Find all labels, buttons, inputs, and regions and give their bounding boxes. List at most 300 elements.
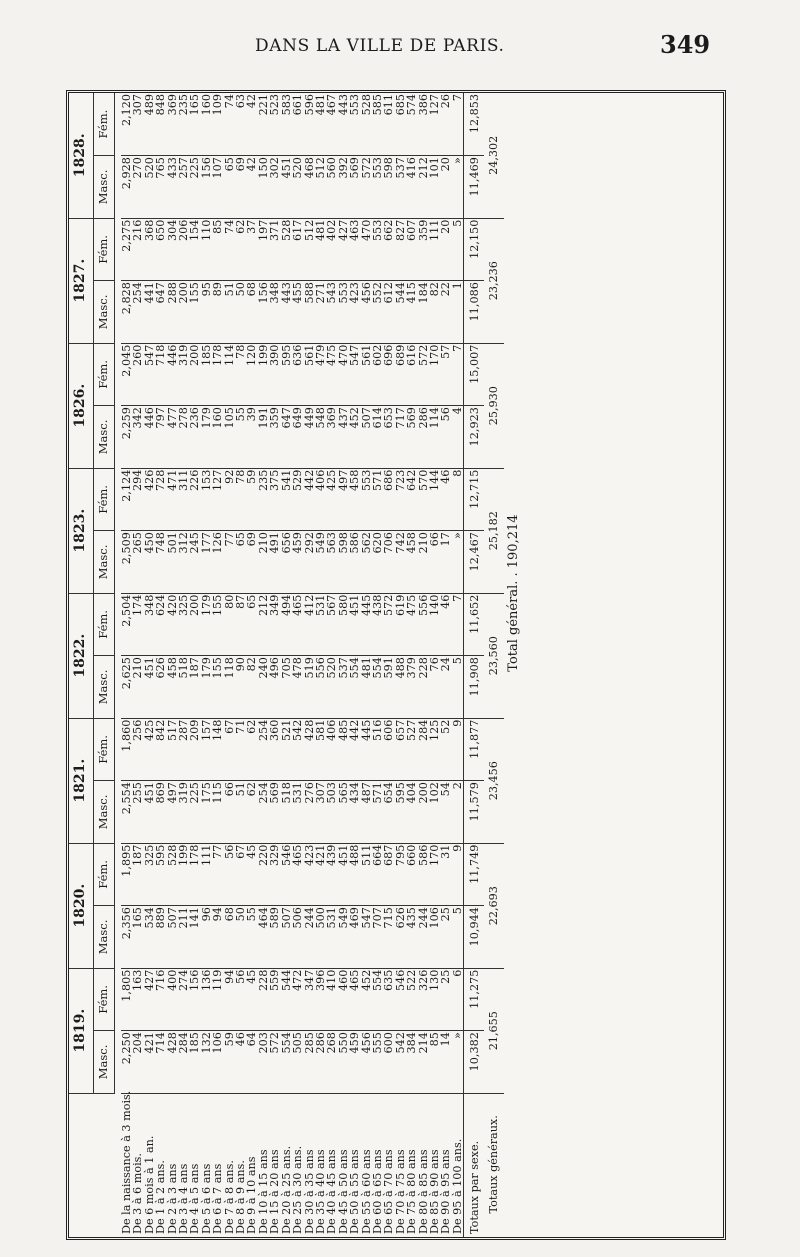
masc-column-header: Masc. bbox=[94, 906, 115, 969]
grand-total-cell: 24,302 bbox=[484, 93, 504, 218]
age-group-label: De 85 à 90 ans bbox=[427, 1149, 441, 1234]
table-cell: 595 bbox=[281, 343, 292, 406]
table-cell: 210 bbox=[258, 531, 269, 594]
table-cell: 481 bbox=[361, 656, 372, 719]
table-cell: 560 bbox=[326, 156, 337, 219]
table-cell: 477 bbox=[167, 406, 178, 469]
table-cell: 185 bbox=[201, 343, 212, 406]
age-group-label: De 35 à 40 ans bbox=[313, 1149, 327, 1234]
table-cell: 481 bbox=[315, 218, 326, 281]
table-cell: 442 bbox=[304, 468, 315, 531]
table-cell: 465 bbox=[349, 968, 360, 1031]
table-cell: 572 bbox=[383, 593, 394, 656]
table-cell: 716 bbox=[155, 968, 166, 1031]
table-cell: 441 bbox=[144, 281, 155, 344]
table-cell: 528 bbox=[167, 843, 178, 906]
table-cell: 435 bbox=[406, 906, 417, 969]
table-cell: 421 bbox=[144, 1031, 155, 1094]
table-cell: 203 bbox=[258, 1031, 269, 1094]
table-cell: 423 bbox=[304, 843, 315, 906]
table-cell: » bbox=[452, 156, 464, 219]
total-cell: 12,467 bbox=[464, 531, 485, 594]
table-cell: 114 bbox=[429, 406, 440, 469]
table-cell: 31 bbox=[440, 843, 451, 906]
table-cell: 425 bbox=[326, 468, 337, 531]
table-cell: 288 bbox=[167, 281, 178, 344]
table-cell: 542 bbox=[292, 718, 303, 781]
grand-total-cell: 23,560 bbox=[484, 593, 504, 718]
table-cell: 569 bbox=[269, 781, 280, 844]
table-cell: 437 bbox=[338, 406, 349, 469]
page-number: 349 bbox=[660, 30, 711, 59]
table-cell: 554 bbox=[372, 968, 383, 1031]
table-cell: 889 bbox=[155, 906, 166, 969]
age-group-label: De 9 à 10 ans bbox=[245, 1156, 259, 1234]
table-cell: 654 bbox=[383, 781, 394, 844]
table-cell: 254 bbox=[258, 781, 269, 844]
table-cell: 1,805 bbox=[121, 968, 132, 1031]
table-cell: 795 bbox=[395, 843, 406, 906]
table-cell: 5 bbox=[452, 656, 464, 719]
age-group-label: De 1 à 2 ans. bbox=[154, 1160, 168, 1234]
table-cell: 96 bbox=[201, 906, 212, 969]
table-cell: 456 bbox=[361, 1031, 372, 1094]
table-cell: 556 bbox=[418, 593, 429, 656]
total-cell: 11,086 bbox=[464, 281, 485, 344]
table-cell: 165 bbox=[132, 906, 143, 969]
fem-column-header: Fém. bbox=[94, 93, 115, 156]
table-cell: 427 bbox=[338, 218, 349, 281]
table-cell: 512 bbox=[304, 218, 315, 281]
age-group-label: De 8 à 9 ans. bbox=[234, 1160, 248, 1234]
table-cell: 307 bbox=[132, 93, 143, 156]
table-cell: 519 bbox=[304, 656, 315, 719]
table-cell: 127 bbox=[429, 93, 440, 156]
table-cell: 8 bbox=[452, 468, 464, 531]
table-cell: 475 bbox=[406, 593, 417, 656]
year-header: 1821. bbox=[69, 718, 94, 843]
table-cell: 452 bbox=[349, 406, 360, 469]
table-cell: 155 bbox=[212, 656, 223, 719]
table-cell: 848 bbox=[155, 93, 166, 156]
age-group-label: De 75 à 80 ans bbox=[405, 1149, 419, 1234]
grand-total-cell: 25,182 bbox=[484, 468, 504, 593]
table-cell: 574 bbox=[406, 93, 417, 156]
table-cell: 420 bbox=[167, 593, 178, 656]
table-cell: 491 bbox=[269, 531, 280, 594]
table-cell: 455 bbox=[292, 281, 303, 344]
table-cell: 660 bbox=[406, 843, 417, 906]
table-cell: 742 bbox=[395, 531, 406, 594]
table-cell: 664 bbox=[372, 843, 383, 906]
table-cell: 459 bbox=[292, 531, 303, 594]
table-cell: 446 bbox=[167, 343, 178, 406]
table-cell: 438 bbox=[372, 593, 383, 656]
table-cell: 653 bbox=[383, 406, 394, 469]
table-cell: 77 bbox=[212, 843, 223, 906]
table-cell: 527 bbox=[406, 718, 417, 781]
table-cell: 126 bbox=[212, 531, 223, 594]
table-cell: 555 bbox=[372, 1031, 383, 1094]
table-cell: 589 bbox=[269, 906, 280, 969]
age-group-label: De la naissance à 3 mois. bbox=[120, 1090, 133, 1234]
total-cell: 12,715 bbox=[464, 468, 485, 531]
table-cell: 406 bbox=[315, 468, 326, 531]
table-cell: 583 bbox=[281, 93, 292, 156]
age-group-label: De 7 à 8 ans. bbox=[222, 1160, 236, 1234]
age-group-label: De 30 à 35 ans bbox=[302, 1149, 316, 1234]
population-table bbox=[69, 93, 524, 1237]
table-cell: 571 bbox=[372, 781, 383, 844]
table-cell: 460 bbox=[338, 968, 349, 1031]
table-cell: 546 bbox=[395, 968, 406, 1031]
table-cell: 1,895 bbox=[121, 843, 132, 906]
table-cell: 468 bbox=[304, 156, 315, 219]
table-cell: 71 bbox=[235, 718, 246, 781]
table-cell: 714 bbox=[155, 1031, 166, 1094]
table-cell: 82 bbox=[429, 281, 440, 344]
table-cell: 546 bbox=[281, 843, 292, 906]
age-group-label: De 65 à 70 ans bbox=[382, 1149, 396, 1234]
table-cell: 617 bbox=[292, 218, 303, 281]
table-cell: 254 bbox=[132, 281, 143, 344]
table-cell: 451 bbox=[281, 156, 292, 219]
table-cell: 600 bbox=[383, 1031, 394, 1094]
table-cell: 244 bbox=[418, 906, 429, 969]
table-cell: 705 bbox=[281, 656, 292, 719]
table-cell: 481 bbox=[315, 93, 326, 156]
table-cell: 657 bbox=[395, 718, 406, 781]
table-cell: 154 bbox=[189, 218, 200, 281]
table-cell: 553 bbox=[361, 468, 372, 531]
table-cell: 197 bbox=[258, 218, 269, 281]
table-cell: 65 bbox=[235, 531, 246, 594]
table-cell: 706 bbox=[383, 531, 394, 594]
age-group-label: De 80 à 85 ans bbox=[416, 1149, 430, 1234]
fem-column-header: Fém. bbox=[94, 218, 115, 281]
table-cell: 547 bbox=[144, 343, 155, 406]
table-cell: 326 bbox=[418, 968, 429, 1031]
table-cell: 2,250 bbox=[121, 1031, 132, 1094]
table-cell: 179 bbox=[201, 656, 212, 719]
table-cell: 479 bbox=[315, 343, 326, 406]
totals-label: Totaux par sexe. bbox=[464, 1093, 485, 1237]
table-cell: 211 bbox=[178, 906, 189, 969]
total-cell: 12,150 bbox=[464, 218, 485, 281]
masc-column-header: Masc. bbox=[94, 156, 115, 219]
table-cell: 325 bbox=[144, 843, 155, 906]
table-cell: 553 bbox=[349, 93, 360, 156]
table-cell: 287 bbox=[178, 718, 189, 781]
table-cell: 7 bbox=[452, 593, 464, 656]
table-cell: 292 bbox=[304, 531, 315, 594]
fem-column-header: Fém. bbox=[94, 718, 115, 781]
table-cell: 565 bbox=[338, 781, 349, 844]
table-cell: 107 bbox=[212, 156, 223, 219]
table-cell: 94 bbox=[224, 968, 235, 1031]
table-row bbox=[440, 93, 451, 1237]
table-cell: 611 bbox=[383, 93, 394, 156]
age-group-label: De 45 à 50 ans bbox=[336, 1149, 350, 1234]
table-cell: 160 bbox=[212, 406, 223, 469]
table-cell: 212 bbox=[418, 156, 429, 219]
table-cell: 209 bbox=[189, 718, 200, 781]
table-cell: 534 bbox=[144, 906, 155, 969]
age-group-label: De 60 à 65 ans bbox=[370, 1149, 384, 1234]
table-cell: 542 bbox=[395, 1031, 406, 1094]
table-cell: 256 bbox=[132, 718, 143, 781]
table-cell: 400 bbox=[167, 968, 178, 1031]
table-cell: 511 bbox=[361, 843, 372, 906]
table-cell: 562 bbox=[361, 531, 372, 594]
totals-row bbox=[464, 93, 485, 1237]
total-cell: 10,382 bbox=[464, 1031, 485, 1094]
table-cell: 588 bbox=[304, 281, 315, 344]
table-cell: 531 bbox=[315, 593, 326, 656]
table-cell: 661 bbox=[292, 93, 303, 156]
table-cell: 311 bbox=[178, 468, 189, 531]
table-cell: 528 bbox=[281, 218, 292, 281]
table-cell: 63 bbox=[235, 93, 246, 156]
table-cell: 412 bbox=[304, 593, 315, 656]
table-cell: 458 bbox=[349, 468, 360, 531]
table-cell: 559 bbox=[269, 968, 280, 1031]
table-cell: 349 bbox=[269, 593, 280, 656]
total-cell: 12,853 bbox=[464, 93, 485, 156]
table-cell: 425 bbox=[144, 718, 155, 781]
table-cell: 235 bbox=[178, 93, 189, 156]
masc-column-header: Masc. bbox=[94, 656, 115, 719]
table-cell: 465 bbox=[292, 593, 303, 656]
table-cell: 274 bbox=[178, 968, 189, 1031]
table-cell: 66 bbox=[429, 531, 440, 594]
table-cell: 150 bbox=[258, 156, 269, 219]
fem-column-header: Fém. bbox=[94, 968, 115, 1031]
table-cell: 7 bbox=[452, 343, 464, 406]
table-cell: 66 bbox=[224, 781, 235, 844]
table-cell: » bbox=[452, 531, 464, 594]
table-cell: 200 bbox=[189, 343, 200, 406]
table-cell: 572 bbox=[269, 1031, 280, 1094]
table-cell: 156 bbox=[258, 281, 269, 344]
table-cell: 228 bbox=[418, 656, 429, 719]
table-cell: 571 bbox=[372, 468, 383, 531]
table-cell: 541 bbox=[281, 468, 292, 531]
table-cell: 556 bbox=[315, 656, 326, 719]
table-cell: 144 bbox=[429, 468, 440, 531]
table-cell: 520 bbox=[292, 156, 303, 219]
table-cell: 17 bbox=[440, 531, 451, 594]
total-cell: 11,579 bbox=[464, 781, 485, 844]
table-cell: 2,625 bbox=[121, 656, 132, 719]
table-cell: 51 bbox=[235, 781, 246, 844]
table-cell: 650 bbox=[155, 218, 166, 281]
year-header: 1823. bbox=[69, 468, 94, 593]
table-cell: 596 bbox=[304, 93, 315, 156]
table-cell: 501 bbox=[167, 531, 178, 594]
table-cell: 111 bbox=[429, 218, 440, 281]
table-cell: 178 bbox=[189, 843, 200, 906]
table-cell: 624 bbox=[155, 593, 166, 656]
table-cell: 585 bbox=[372, 93, 383, 156]
table-cell: 69 bbox=[246, 531, 257, 594]
table-rotated-wrapper bbox=[66, 90, 726, 1240]
table-cell: 156 bbox=[201, 156, 212, 219]
table-cell: 45 bbox=[246, 843, 257, 906]
table-cell: 537 bbox=[395, 156, 406, 219]
table-cell: 270 bbox=[132, 156, 143, 219]
table-cell: 80 bbox=[224, 593, 235, 656]
table-cell: 177 bbox=[201, 531, 212, 594]
table-cell: 421 bbox=[315, 843, 326, 906]
table-cell: 46 bbox=[440, 593, 451, 656]
table-cell: 64 bbox=[246, 1031, 257, 1094]
table-cell: 475 bbox=[326, 343, 337, 406]
table-cell: 204 bbox=[132, 1031, 143, 1094]
table-cell: 426 bbox=[144, 468, 155, 531]
table-cell: 20 bbox=[440, 218, 451, 281]
masc-column-header: Masc. bbox=[94, 1031, 115, 1094]
table-cell: 506 bbox=[292, 906, 303, 969]
table-cell: 415 bbox=[406, 281, 417, 344]
table-cell: 553 bbox=[338, 281, 349, 344]
age-group-label: De 40 à 45 ans bbox=[325, 1149, 339, 1234]
fem-column-header: Fém. bbox=[94, 843, 115, 906]
table-cell: 531 bbox=[326, 906, 337, 969]
table-cell: 518 bbox=[281, 781, 292, 844]
table-cell: 598 bbox=[338, 531, 349, 594]
table-cell: 386 bbox=[418, 93, 429, 156]
table-cell: 57 bbox=[440, 343, 451, 406]
table-cell: 543 bbox=[326, 281, 337, 344]
table-cell: 520 bbox=[326, 656, 337, 719]
table-cell: 26 bbox=[440, 93, 451, 156]
table-cell: 497 bbox=[338, 468, 349, 531]
table-cell: 110 bbox=[201, 218, 212, 281]
table-cell: 715 bbox=[383, 906, 394, 969]
age-group-label: De 55 à 60 ans bbox=[359, 1149, 373, 1234]
table-cell: 487 bbox=[361, 781, 372, 844]
table-cell: 520 bbox=[144, 156, 155, 219]
table-cell: 284 bbox=[418, 718, 429, 781]
age-group-label: De 20 à 25 ans. bbox=[279, 1145, 293, 1234]
table-cell: 656 bbox=[281, 531, 292, 594]
table-cell: 51 bbox=[224, 281, 235, 344]
table-cell: 65 bbox=[224, 156, 235, 219]
table-cell: 375 bbox=[269, 468, 280, 531]
table-cell: 427 bbox=[144, 968, 155, 1031]
table-cell: 46 bbox=[235, 1031, 246, 1094]
table-cell: 170 bbox=[429, 343, 440, 406]
table-cell: 206 bbox=[178, 218, 189, 281]
table-cell: 39 bbox=[246, 406, 257, 469]
age-group-label: De 2 à 3 ans bbox=[165, 1163, 179, 1234]
table-cell: 210 bbox=[132, 656, 143, 719]
age-group-label: De 3 à 6 mois. bbox=[131, 1153, 145, 1234]
table-cell: 160 bbox=[201, 93, 212, 156]
table-cell: 662 bbox=[383, 218, 394, 281]
year-header: 1822. bbox=[69, 593, 94, 718]
table-cell: 827 bbox=[395, 218, 406, 281]
table-cell: 360 bbox=[269, 718, 280, 781]
table-cell: 226 bbox=[189, 468, 200, 531]
grand-total-cell: 22,693 bbox=[484, 843, 504, 968]
table-cell: 451 bbox=[144, 781, 155, 844]
table-cell: 529 bbox=[292, 468, 303, 531]
table-cell: 869 bbox=[155, 781, 166, 844]
table-cell: 56 bbox=[235, 968, 246, 1031]
table-cell: 74 bbox=[224, 218, 235, 281]
table-cell: 214 bbox=[418, 1031, 429, 1094]
table-cell: 342 bbox=[132, 406, 143, 469]
table-cell: 105 bbox=[224, 406, 235, 469]
total-cell: 11,652 bbox=[464, 593, 485, 656]
table-cell: 423 bbox=[349, 281, 360, 344]
year-header: 1820. bbox=[69, 843, 94, 968]
masc-column-header: Masc. bbox=[94, 531, 115, 594]
table-cell: 607 bbox=[406, 218, 417, 281]
table-cell: 434 bbox=[349, 781, 360, 844]
table-cell: 42 bbox=[246, 156, 257, 219]
table-cell: 842 bbox=[155, 718, 166, 781]
table-cell: 127 bbox=[212, 468, 223, 531]
table-cell: 185 bbox=[189, 1031, 200, 1094]
age-group-label: De 95 à 100 ans. bbox=[450, 1138, 464, 1234]
table-cell: 554 bbox=[372, 656, 383, 719]
table-cell: 2,356 bbox=[121, 906, 132, 969]
table-cell: 595 bbox=[395, 781, 406, 844]
table-cell: 598 bbox=[383, 156, 394, 219]
table-row bbox=[326, 93, 337, 1237]
table-cell: 507 bbox=[361, 406, 372, 469]
table-cell: 2,124 bbox=[121, 468, 132, 531]
table-cell: 85 bbox=[212, 218, 223, 281]
table-cell: 359 bbox=[269, 406, 280, 469]
grand-total-cell: 21,655 bbox=[484, 968, 504, 1093]
table-cell: 25 bbox=[440, 968, 451, 1031]
table-cell: 497 bbox=[167, 781, 178, 844]
table-cell: 449 bbox=[304, 406, 315, 469]
table-cell: 6 bbox=[452, 968, 464, 1031]
table-cell: 95 bbox=[201, 281, 212, 344]
table-cell: 433 bbox=[167, 156, 178, 219]
table-cell: 443 bbox=[281, 281, 292, 344]
table-cell: 523 bbox=[269, 93, 280, 156]
table-cell: 553 bbox=[372, 156, 383, 219]
table-cell: 595 bbox=[155, 843, 166, 906]
table-cell: 687 bbox=[383, 843, 394, 906]
age-group-label: De 6 mois à 1 an. bbox=[142, 1135, 156, 1234]
table-cell: 170 bbox=[429, 843, 440, 906]
table-cell: 92 bbox=[224, 468, 235, 531]
table-cell: 561 bbox=[304, 343, 315, 406]
table-cell: 89 bbox=[212, 281, 223, 344]
table-cell: 284 bbox=[178, 1031, 189, 1094]
table-cell: 221 bbox=[258, 93, 269, 156]
table-cell: 406 bbox=[326, 718, 337, 781]
table-cell: 7 bbox=[452, 93, 464, 156]
running-title: DANS LA VILLE DE PARIS. bbox=[255, 36, 505, 56]
table-cell: 109 bbox=[212, 93, 223, 156]
page-header bbox=[0, 0, 800, 80]
table-cell: 647 bbox=[281, 406, 292, 469]
total-cell: 10,944 bbox=[464, 906, 485, 969]
table-cell: 42 bbox=[246, 93, 257, 156]
table-cell: 561 bbox=[361, 343, 372, 406]
table-cell: 404 bbox=[406, 781, 417, 844]
table-cell: 278 bbox=[178, 406, 189, 469]
total-cell: 11,275 bbox=[464, 968, 485, 1031]
